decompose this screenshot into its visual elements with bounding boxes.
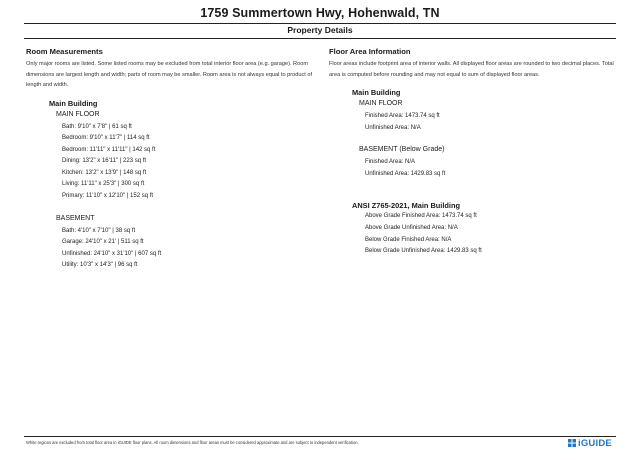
page-title: 1759 Summertown Hwy, Hohenwald, TN <box>200 6 440 20</box>
ansi-row: Above Grade Finished Area: 1473.74 sq ft <box>365 213 477 220</box>
room-row: Utility: 10'3" x 14'3" | 96 sq ft <box>62 262 138 269</box>
iguide-logo-text: iGUIDE <box>578 437 612 449</box>
ansi-group <box>359 211 619 257</box>
room-group-label: BASEMENT <box>56 214 95 222</box>
room-row: Garage: 24'10" x 21' | 511 sq ft <box>62 239 144 246</box>
floor-group-label: MAIN FLOOR <box>359 100 403 107</box>
room-group-main-floor <box>56 109 316 203</box>
floor-group-basement <box>359 144 619 180</box>
iguide-logo <box>568 437 612 449</box>
room-row: Primary: 11'10" x 12'10" | 152 sq ft <box>62 193 154 200</box>
room-group-basement <box>56 213 316 272</box>
room-building-title: Main Building <box>49 98 98 108</box>
room-row: Kitchen: 13'2" x 13'9" | 148 sq ft <box>62 169 147 176</box>
room-row: Bath: 4'10" x 7'10" | 38 sq ft <box>62 227 136 234</box>
room-measurements-heading: Room Measurements <box>26 47 103 56</box>
ansi-row: Above Grade Unfinished Area: N/A <box>365 224 458 231</box>
floor-area-description: Floor areas include footprint area of interior walls. All displayed floor areas are rounded to two decimal places. Total area is computed before rounding and may not equal to sum of displayed floor areas. <box>329 61 614 78</box>
floor-group-label: BASEMENT (Below Grade) <box>359 146 445 154</box>
room-measurements-section <box>26 47 316 272</box>
iguide-logo-mark-icon <box>568 439 576 447</box>
floor-building-title: Main Building <box>352 88 401 97</box>
floor-area-row: Finished Area: N/A <box>365 159 416 166</box>
floor-area-row: Finished Area: 1473.74 sq ft <box>365 113 440 119</box>
header-divider-bottom <box>24 38 616 39</box>
room-measurements-description: Only major rooms are listed. Some listed rooms may be excluded from total interior floor area (e.g. garage). Room dimensions are largest length and width; parts of room may be smaller. Room area is not always equal to product of length and width. <box>26 61 313 88</box>
floor-area-heading: Floor Area Information <box>329 47 411 56</box>
ansi-row: Below Grade Finished Area: N/A <box>365 236 452 243</box>
floor-area-row: Unfinished Area: 1429.83 sq ft <box>365 170 446 177</box>
room-row: Living: 11'11" x 25'3" | 300 sq ft <box>62 181 145 188</box>
room-row: Dining: 13'2" x 16'11" | 223 sq ft <box>62 158 147 165</box>
floor-area-section <box>329 47 619 258</box>
page-subtitle: Property Details <box>287 25 353 35</box>
room-group-label: MAIN FLOOR <box>56 110 100 118</box>
floor-area-row: Unfinished Area: N/A <box>365 124 421 131</box>
header-divider-top <box>24 23 616 24</box>
room-row: Bedroom: 11'11" x 11'11" | 142 sq ft <box>62 146 156 153</box>
ansi-row: Below Grade Unfinished Area: 1429.83 sq ft <box>365 248 482 255</box>
floor-group-main-floor <box>359 98 619 134</box>
footer-divider <box>24 436 616 437</box>
room-row: Unfinished: 24'10" x 31'10" | 607 sq ft <box>62 250 162 257</box>
footer-disclaimer: White regions are excluded from total floor area in iGUIDE floor plans. All room dimensions and floor areas must be considered approximate and are subject to independent verification. <box>26 440 359 445</box>
ansi-heading: ANSI Z765-2021, Main Building <box>352 201 461 211</box>
room-row: Bedroom: 9'10" x 11'7" | 114 sq ft <box>62 135 150 142</box>
room-row: Bath: 9'10" x 7'8" | 61 sq ft <box>62 123 132 130</box>
